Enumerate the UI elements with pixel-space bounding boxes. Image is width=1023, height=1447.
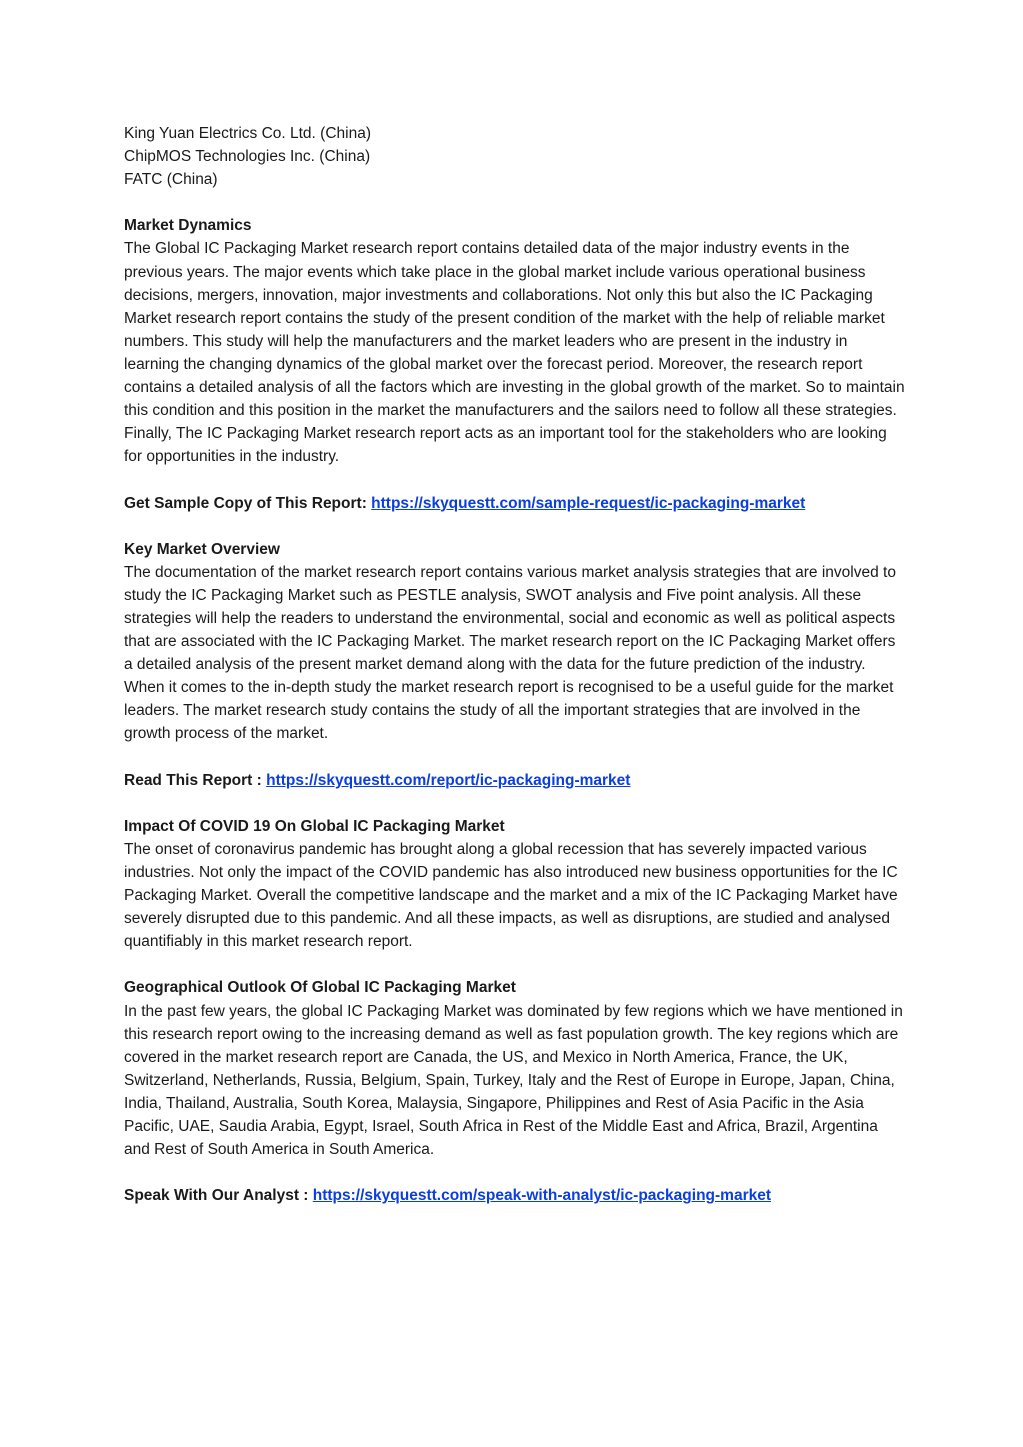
section-body: The Global IC Packaging Market research report contains detailed data of the major industry events in the previous years. The major events which take place in the global market include various operational business decisions, mergers, innovation, major investments and collaborations. Not only this but also the IC Packaging Market research report contains the study of the present condition of the market with the help of reliable market numbers. This study will help the manufacturers and the market leaders who are present in the industry in learning the changing dynamics of the global market over the forecast period. Moreover, the research report contains a detailed analysis of all the factors which are investing in the global growth of the market. So to maintain this condition and this position in the market the manufacturers and the sailors need to follow all these strategies. Finally, The IC Packaging Market research report acts as an important tool for the stakeholders who are looking for opportunities in the industry. [124,240,905,466]
sample-copy-line [124,492,906,515]
covid-impact-section [124,815,906,954]
document-page [124,122,906,1207]
read-report-label: Read This Report : [124,771,267,789]
market-dynamics-section [124,214,906,468]
sample-copy-link[interactable]: https://skyquestt.com/sample-request/ic-packaging-market [371,494,806,512]
company-name: ChipMOS Technologies Inc. (China) [124,148,371,166]
analyst-link[interactable]: https://skyquestt.com/speak-with-analyst/ic-packaging-market [312,1187,771,1205]
read-report-link[interactable]: https://skyquestt.com/report/ic-packaging-market [266,771,631,789]
analyst-label: Speak With Our Analyst : [124,1187,313,1205]
section-body: In the past few years, the global IC Packaging Market was dominated by few regions which we have mentioned in this research report owing to the increasing demand as well as fast population growth. The key regions which are covered in the market research report are Canada, the US, and Mexico in North America, France, the UK, Switzerland, Netherlands, Russia, Belgium, Spain, Turkey, Italy and the Rest of Europe in Europe, Japan, China, India, Thailand, Australia, South Korea, Malaysia, Singapore, Philippines and Rest of Asia Pacific in the Asia Pacific, UAE, Saudia Arabia, Egypt, Israel, South Africa in Rest of the Middle East and Africa, Brazil, Argentina and Rest of South America in South America. [124,1002,903,1159]
section-heading: Impact Of COVID 19 On Global IC Packaging Market [124,817,505,835]
section-heading: Market Dynamics [124,217,252,235]
section-body: The onset of coronavirus pandemic has brought along a global recession that has severely impacted various industries. Not only the impact of the COVID pandemic has also introduced new business opportunities for the IC Packaging Market. Overall the competitive landscape and the market and a mix of the IC Packaging Market have severely disrupted due to this pandemic. And all these impacts, as well as disruptions, are studied and analysed quantifiably in this market research report. [124,840,898,951]
company-name: King Yuan Electrics Co. Ltd. (China) [124,125,371,142]
company-name: FATC (China) [124,171,218,189]
read-report-line [124,769,906,792]
key-market-overview-section [124,538,906,746]
geographical-outlook-section [124,976,906,1161]
section-body: The documentation of the market research report contains various market analysis strategies that are involved to study the IC Packaging Market such as PESTLE analysis, SWOT analysis and Five point analysis. All these strategies will help the readers to understand the environmental, social and economic as well as political aspects that are associated with the IC Packaging Market. The market research report on the IC Packaging Market offers a detailed analysis of the present market demand along with the data for the future prediction of the industry. When it comes to the in-depth study the market research report is recognised to be a useful guide for the market leaders. The market research study contains the study of all the important strategies that are involved in the growth process of the market. [124,563,896,743]
section-heading: Key Market Overview [124,540,280,558]
sample-copy-label: Get Sample Copy of This Report: [124,494,372,512]
company-list [124,122,906,191]
analyst-line [124,1184,906,1207]
section-heading: Geographical Outlook Of Global IC Packaging Market [124,979,516,997]
